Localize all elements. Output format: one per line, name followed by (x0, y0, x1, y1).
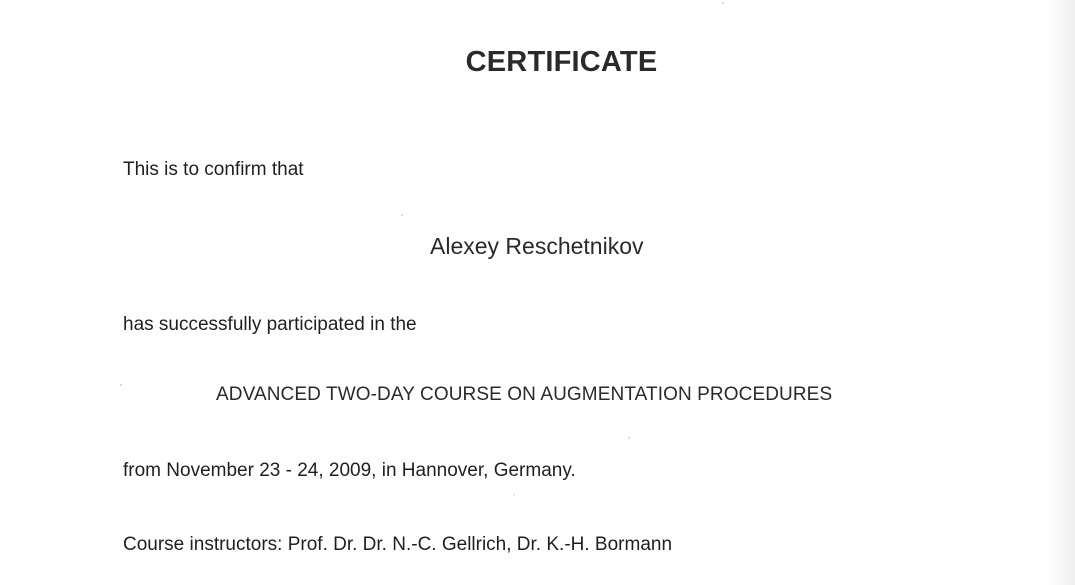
scan-speck (513, 494, 515, 496)
course-name: ADVANCED TWO-DAY COURSE ON AUGMENTATION PROCEDURES (216, 384, 833, 405)
recipient-name: Alexey Reschetnikov (430, 233, 644, 259)
intro-text: This is to confirm that (123, 159, 304, 180)
instructors-text: Course instructors: Prof. Dr. Dr. N.-C. Gellrich, Dr. K.-H. Bormann (123, 534, 673, 555)
scan-speck (722, 2, 724, 4)
participation-text: has successfully participated in the (123, 314, 417, 335)
certificate-title: CERTIFICATE (465, 46, 658, 78)
date-location-text: from November 23 - 24, 2009, in Hannover, Germany. (123, 460, 576, 481)
scan-edge-shadow (1045, 0, 1075, 585)
scan-speck (628, 437, 630, 439)
scan-speck (120, 384, 122, 386)
scan-speck (401, 214, 403, 216)
